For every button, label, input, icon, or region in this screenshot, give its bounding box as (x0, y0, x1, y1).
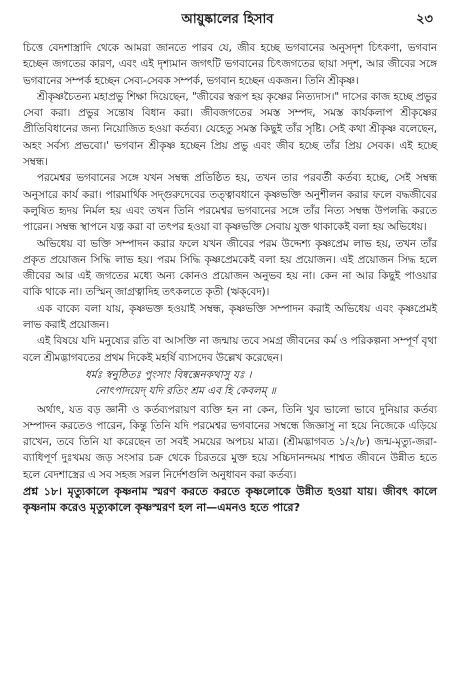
sanskrit-verse (23, 367, 437, 400)
question-label: প্রশ্ন ১৮। (23, 485, 62, 499)
running-title: আয়ুষ্কালের হিসাব (181, 12, 274, 27)
paragraph: অভিধেয় বা ভক্তি সম্পাদন করার ফলে যখন জীবের পরম উদ্দেশ্য কৃষ্ণপ্রেম লাভ হয়, তখন তাঁর প্রকৃত প্রয়োজন সিদ্ধি লাভ হয়। পরম সিদ্ধি কৃষ্ণপ্রেমকেই বলা হয় প্রয়োজন। এই প্রয়োজন সিদ্ধ হলে জীবের আর এই জগতের মধ্যে অন্য কোনও প্রয়োজন অনুভব হয় না। কেন না আর কিছুই পাওয়ার বাকি থাকে না। তস্মিন্ জাগ্রত্বাদিহ তৎকলতে কৃতী (ঋক্‌বেদ)। (23, 237, 438, 299)
page-header (0, 10, 455, 30)
paragraph: চিত্তে বেদশাস্ত্রাদি থেকে আমরা জানতে পারব যে, জীব হচ্ছে ভগবানের অনুসদৃশ চিৎকণা, ভগবান হচ্ছেন জগতের কারণ, এবং এই দৃশ্যমান জগৎটি ভগবানের চিৎজগতের ছায়া সদৃশ, আর জীবের সঙ্গে ভগবানের সম্পর্ক হচ্ছেন সেব্য-সেবক সম্পর্ক, ভগবান হচ্ছেন একজন। তিনি শ্রীকৃষ্ণ। (23, 42, 437, 87)
paragraph: অর্থাৎ, যত বড় জ্ঞানী ও কর্তব্যপরায়ণ ব্যক্তি হন না কেন, তিনি খুব ভালো ভাবে দুনিয়ার কর্তব্য সম্পাদন করতেও পারেন, কিন্তু তিনি যদি পরমেশ্বর ভগবানের সম্বন্ধে জিজ্ঞাসু না হয়ে নিজেকে এড়িয়ে রাখেন, তবে তিনি যা করেছেন তা সবই সময়ের অপচয় মাত্র। (শ্রীমদ্ভাগবত ১/২/৮) জন্ম-মৃত্যু-জরা-ব্যাধিপূর্ণ দুঃখময় জড় সংসার চক্র থেকে চিরতরে মুক্ত হয়ে সচ্চিদানন্দময় শাশ্বত জীবনে উন্নীত হতে হলে বেদশাস্ত্রের এ সব সহজ সরল নির্দেশগুলি অনুধাবন করা কর্তব্য। (23, 403, 437, 481)
paragraph: এই বিষয়ে যদি মনুষ্যের রতি বা আসক্তি না জন্মায় তবে সমগ্র জীবনের কর্ম ও পরিকল্পনা সম্পূর্ণ বৃথা বলে শ্রীমদ্ভাগবতের প্রথম দিকেই মহর্ষি ব্যাসদেব উল্লেখ করেছেন। (23, 335, 437, 364)
page-body (23, 40, 437, 516)
page-number: ২৩ (416, 12, 433, 27)
paragraph: শ্রীকৃষ্ণচৈতন্য মহাপ্রভু শিক্ষা দিয়েছেন, "জীবের স্বরূপ হয় কৃষ্ণের নিত্যদাস।" দাসের কাজ হচ্ছে প্রভুর সেবা করা। প্রভুর সন্তোষ বিধান করা। জীবজগতের সমস্ত সম্পদ, সমস্ত কার্যকলাপ শ্রীকৃষ্ণের প্রীতিবিধানের জন্য নিয়োজিত হওয়া কর্তব্য। যেহেতু সমস্ত কিছুই তাঁর সৃষ্টি। সেই কথা শ্রীকৃষ্ণ বলেছেন, অহং সর্বস্য প্রভবো।' ভগবান শ্রীকৃষ্ণ হচ্ছেন প্রিয় প্রভু এবং জীব হচ্ছে তাঁর প্রিয় সেবক। এই হচ্ছে সম্বন্ধ। (23, 90, 437, 169)
question-text: মৃত্যুকালে কৃষ্ণনাম স্মরণ করতে করতে কৃষ্ণলোকে উন্নীত হওয়া যায়। জীবৎ কালে কৃষ্ণনাম করেও মৃত্যুকালে কৃষ্ণস্মরণ হল না—এমনও হতে পারে? (23, 485, 437, 515)
verse-line: নোৎপাদয়েদ্ যদি রতিং শ্রম এব হি কেবলম্ ॥ (95, 385, 276, 398)
verse-line: ধর্মঃ স্বনুষ্ঠিতঃ পুংসাং বিষ্বক্সেনকথাসু যঃ । (85, 368, 252, 381)
paragraph: এক বাক্যে বলা যায়, কৃষ্ণভক্ত হওয়াই সম্বন্ধ, কৃষ্ণভক্তি সম্পাদন করাই অভিধেয় এবং কৃষ্ণপ্রেমই লাভ করাই প্রয়োজন। (23, 302, 437, 332)
question-block (23, 484, 437, 516)
paragraph: পরমেশ্বর ভগবানের সঙ্গে যখন সম্বন্ধ প্রতিষ্ঠিত হয়, তখন তার পরবর্তী কর্তব্য হচ্ছে, সেই সম্বন্ধ অনুসারে কার্য করা। পারমার্থিক সদ্গুরুদেবের তত্ত্বাবধানে কৃষ্ণভক্তি অনুশীলন করার ফলে বদ্ধজীবের কলুষিত হৃদয় নির্মল হয় এবং তখন তিনি পরমেশ্বর ভগবানের সঙ্গে তাঁর নিত্য সম্বন্ধ উপলব্ধি করতে পারেন। সম্বন্ধ স্থাপনে যত্ন করা বা তৎপর হওয়া বা কৃষ্ণভক্তি সেবায় যুক্ত থাকাকেই বলা হয় অভিধেয়। (23, 172, 437, 234)
